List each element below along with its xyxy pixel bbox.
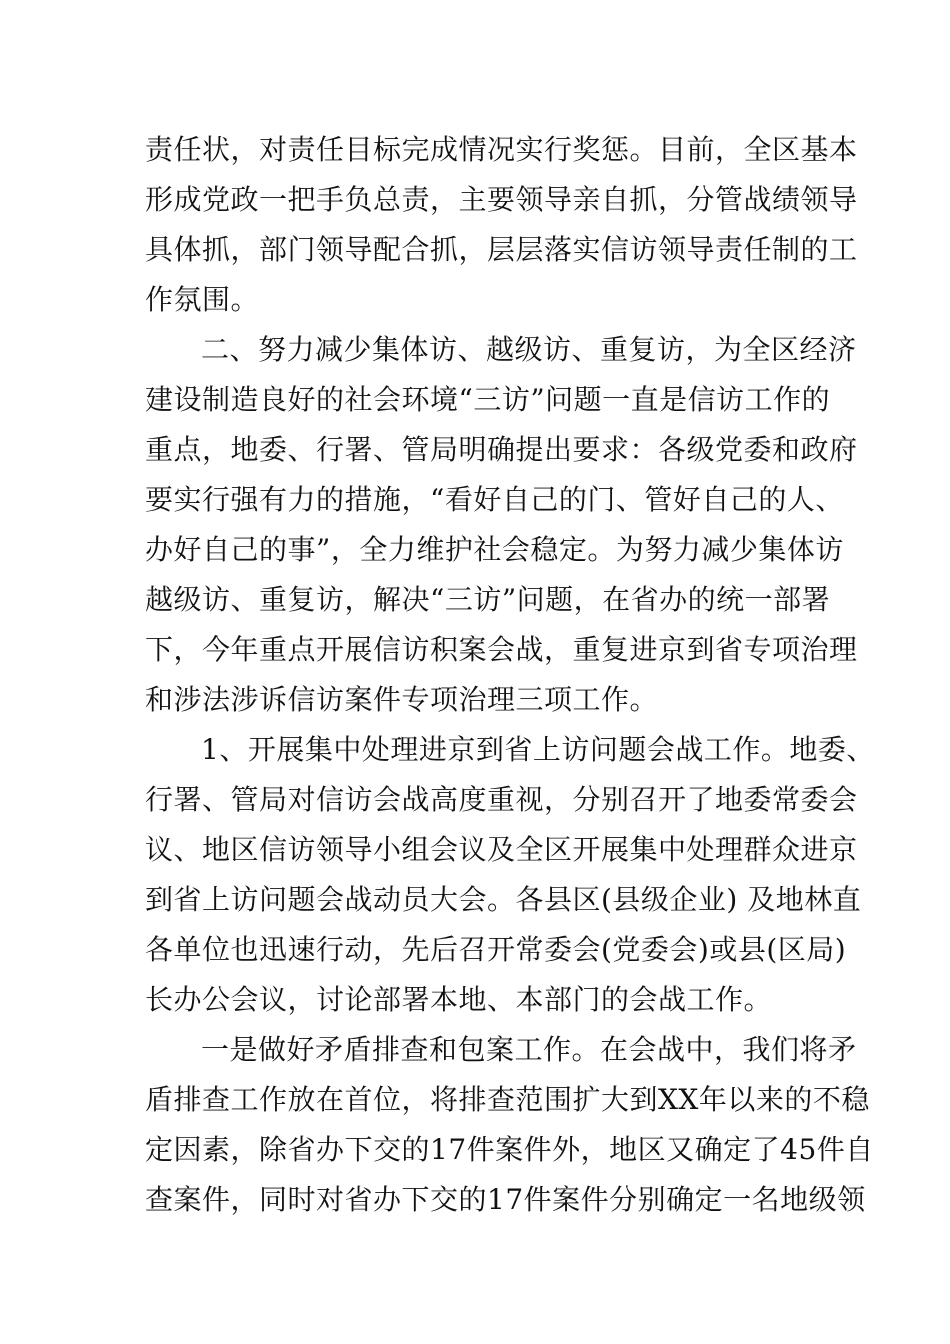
text-line: 定因素，除省办下交的17件案件外，地区又确定了45件自 <box>145 1133 874 1166</box>
text-line: 二、努力减少集体访、越级访、重复访，为全区经济 <box>201 333 857 366</box>
paragraph-item-one <box>145 725 875 1025</box>
document-body <box>145 125 875 1225</box>
paragraph-responsibility <box>145 125 858 325</box>
text-line: 建设制造良好的社会环境“三访”问题一直是信访工作的 <box>145 383 831 416</box>
text-line: 和涉法涉诉信访案件专项治理三项工作。 <box>145 683 659 716</box>
text-line: 长办公会议，讨论部署本地、本部门的会战工作。 <box>145 983 773 1016</box>
text-line: 越级访、重复访，解决“三访”问题，在省办的统一部署 <box>145 583 831 616</box>
text-line: 下，今年重点开展信访积案会战，重复进京到省专项治理 <box>145 633 858 666</box>
text-line: 各单位也迅速行动，先后召开常委会(党委会)或县(区局) <box>145 933 847 966</box>
paragraph-point-one <box>145 1025 874 1225</box>
text-line: 形成党政一把手负总责，主要领导亲自抓，分管战绩领导 <box>145 183 858 216</box>
text-line: 行署、管局对信访会战高度重视，分别召开了地委常委会 <box>145 783 858 816</box>
text-line: 盾排查工作放在首位，将排查范围扩大到XX年以来的不稳 <box>145 1083 870 1116</box>
text-line: 重点，地委、行署、管局明确提出要求：各级党委和政府 <box>145 433 858 466</box>
text-line: 议、地区信访领导小组会议及全区开展集中处理群众进京 <box>145 833 858 866</box>
text-line: 责任状，对责任目标完成情况实行奖惩。目前，全区基本 <box>145 133 858 166</box>
text-line: 办好自己的事”，全力维护社会稳定。为努力减少集体访 <box>145 533 844 566</box>
text-line: 查案件，同时对省办下交的17件案件分别确定一名地级领 <box>145 1183 866 1216</box>
text-line: 一是做好矛盾排查和包案工作。在会战中，我们将矛 <box>201 1033 857 1066</box>
text-line: 具体抓，部门领导配合抓，层层落实信访领导责任制的工 <box>145 233 858 266</box>
text-line: 1、开展集中处理进京到省上访问题会战工作。地委、 <box>201 733 875 766</box>
text-line: 要实行强有力的措施，“看好自己的门、管好自己的人、 <box>145 483 844 516</box>
text-line: 作氛围。 <box>145 283 260 316</box>
text-line: 到省上访问题会战动员大会。各县区(县级企业) 及地林直 <box>145 883 862 916</box>
paragraph-section-two <box>145 325 858 725</box>
